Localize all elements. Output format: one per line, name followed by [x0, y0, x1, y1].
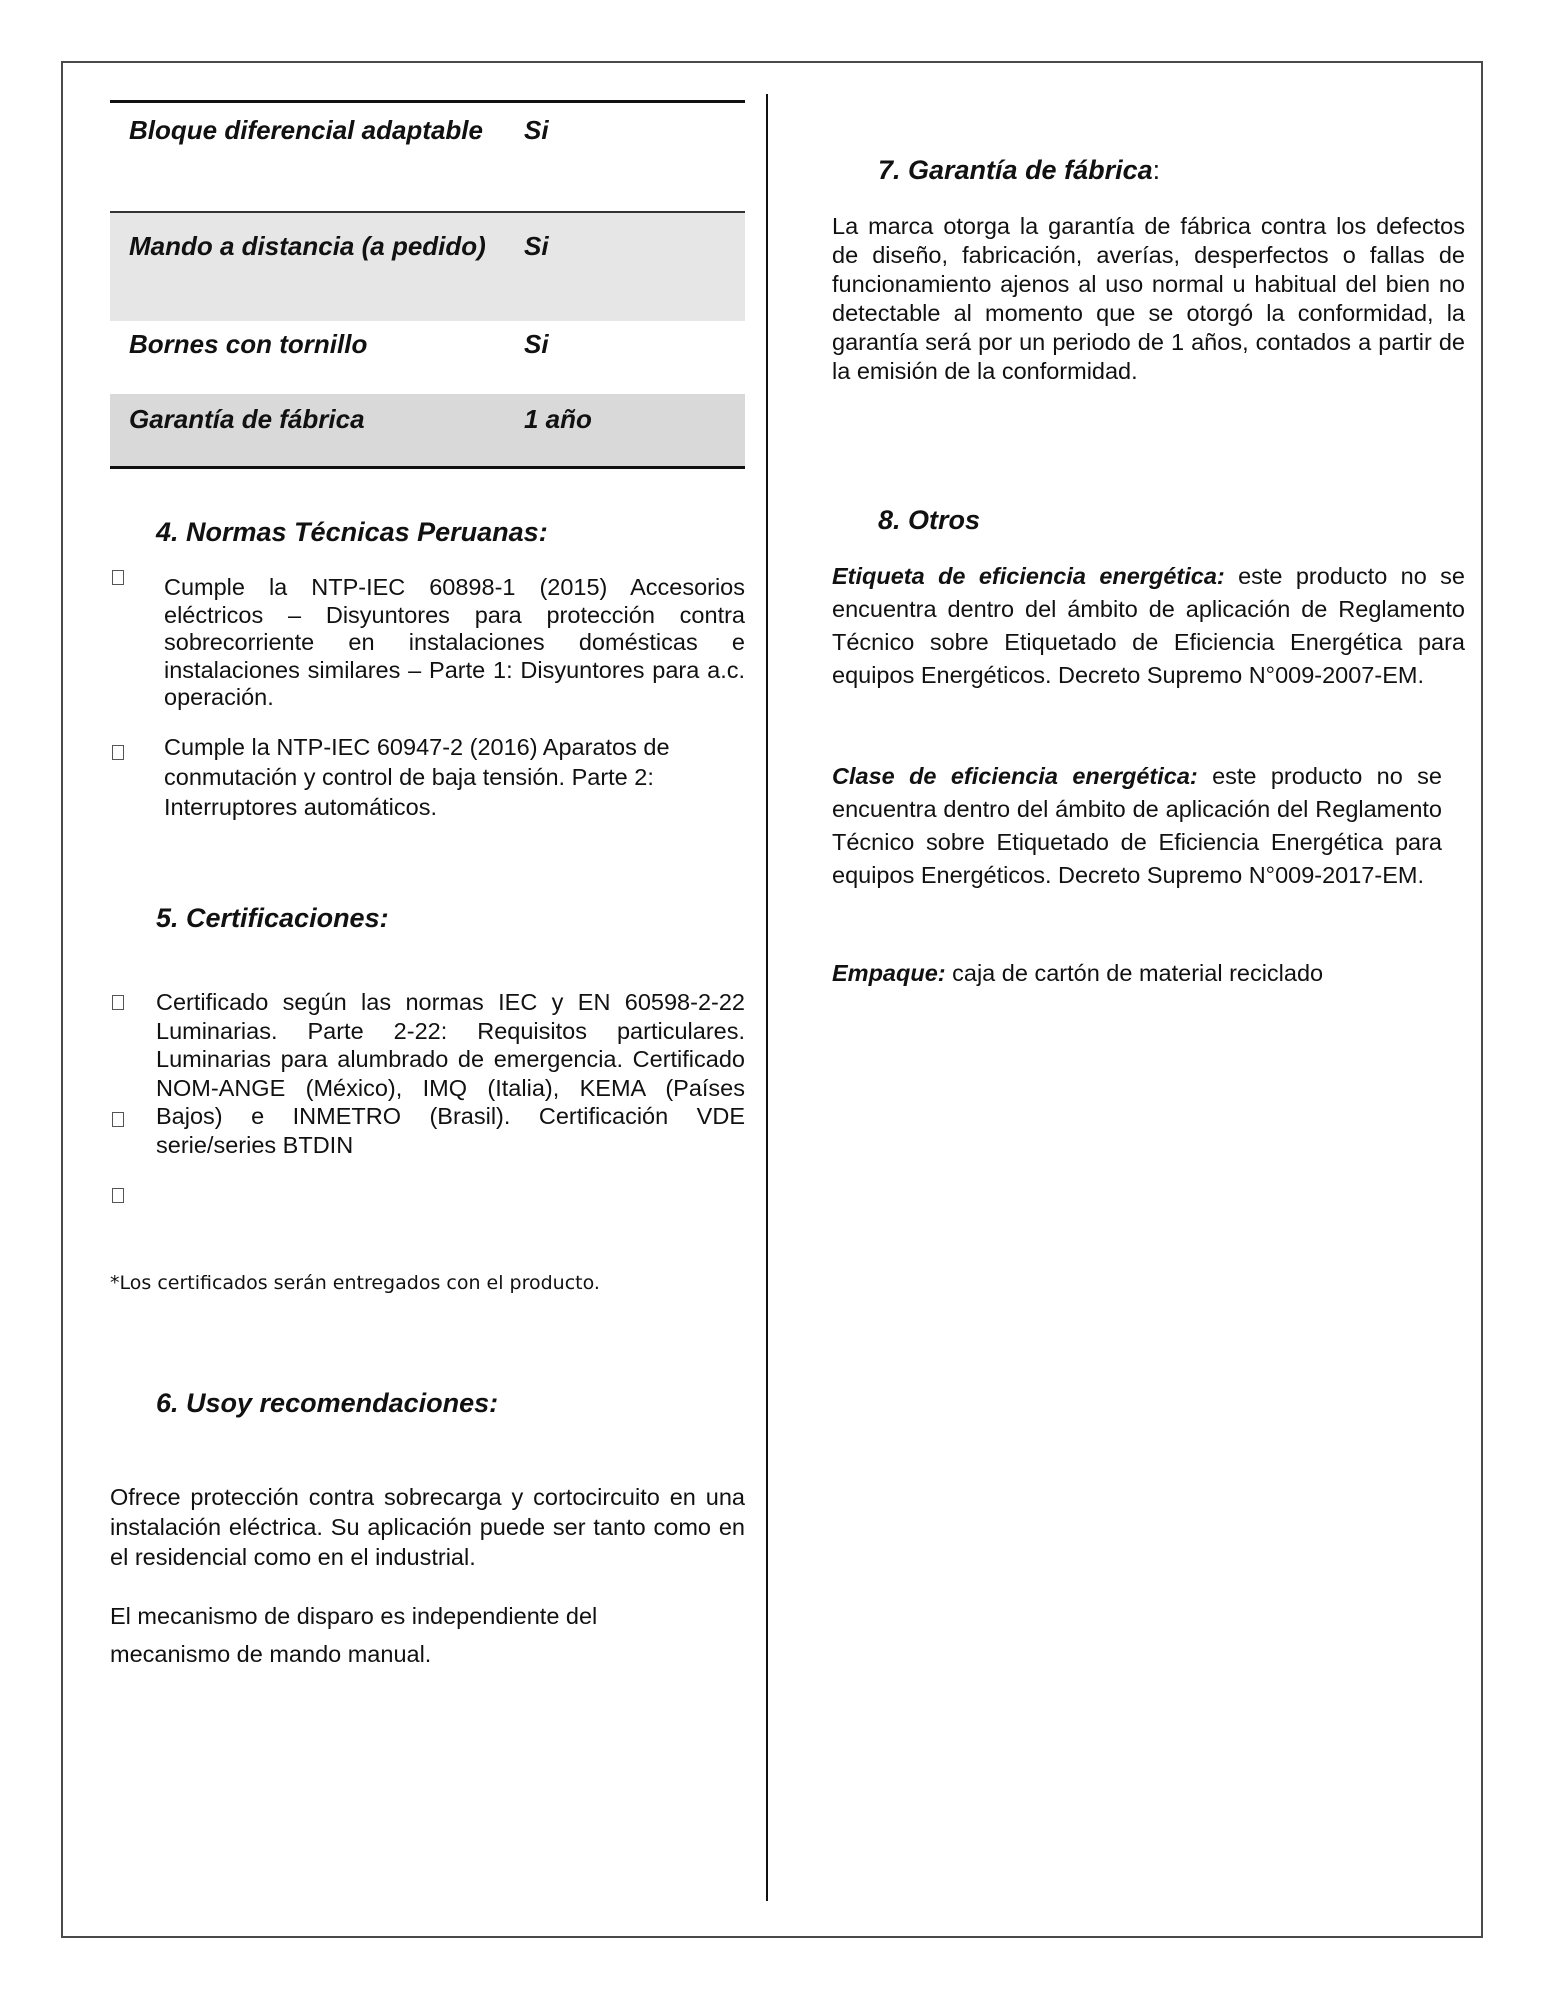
- packaging-title: Empaque:: [832, 960, 946, 986]
- spec-table: [110, 100, 745, 469]
- section-4-heading: 4. Normas Técnicas Peruanas:: [156, 517, 548, 547]
- usage-paragraph-2: El mecanismo de disparo es independiente del mecanismo de mando manual.: [110, 1603, 598, 1667]
- value-cell: Si: [505, 212, 745, 321]
- section-8-heading: 8. Otros: [878, 505, 981, 535]
- energy-label-note: [832, 560, 1465, 692]
- feature-cell: Garantía de fábrica: [110, 394, 505, 468]
- feature-cell: Bloque diferencial adaptable: [110, 102, 505, 212]
- energy-label-title: Etiqueta de eficiencia energética:: [832, 563, 1225, 589]
- empty-box-icon: [112, 995, 124, 1010]
- feature-cell: Mando a distancia (a pedido): [110, 212, 505, 321]
- empty-box-icon: [112, 745, 124, 760]
- section-7-colon: :: [1152, 155, 1161, 185]
- warranty-text: La marca otorga la garantía de fábrica contra los defectos de diseño, fabricación, averías, desperfectos o fallas de funcionamiento ajenos al uso normal u habitual del bien no detectable al momento que se otorgó la conformidad, la garantía será por un periodo de 1 años, contados a partir de la emisión de la conformidad.: [832, 213, 1465, 384]
- value-cell: 1 año: [505, 394, 745, 468]
- energy-label-text: este producto no se encuentra dentro del ámbito de aplicación de Reglamento Técnico sobre Etiquetado de Eficiencia Energética para equipos Energéticos. Decreto Supremo N°009-2007-EM.: [832, 563, 1465, 688]
- section-6-heading: 6. Usoy recomendaciones:: [156, 1388, 499, 1418]
- ntp-item-2: Cumple la NTP-IEC 60947-2 (2016) Aparatos de conmutación y control de baja tensión. Parte 2: Interruptores automáticos.: [164, 734, 670, 820]
- usage-paragraph-1: Ofrece protección contra sobrecarga y cortocircuito en una instalación eléctrica. Su aplicación puede ser tanto como en el residencial como en el industrial.: [110, 1484, 745, 1570]
- ntp-item-1: Cumple la NTP-IEC 60898-1 (2015) Accesorios eléctricos – Disyuntores para protección contra sobrecorriente en instalaciones domésticas e instalaciones similares – Parte 1: Disyuntores para a.c. operación.: [164, 574, 745, 710]
- empty-box-icon: [112, 1112, 124, 1127]
- section-5-heading: 5. Certificaciones:: [156, 903, 389, 933]
- feature-cell: Bornes con tornillo: [129, 328, 368, 359]
- table-row: [110, 102, 745, 212]
- energy-class-title: Clase de eficiencia energética:: [832, 763, 1198, 789]
- empty-box-icon: [112, 570, 124, 585]
- energy-class-text: este producto no se encuentra dentro del ámbito de aplicación del Reglamento Técnico sobre Etiquetado de Eficiencia Energética para equipos Energéticos. Decreto Supremo N°009-2017-EM.: [832, 763, 1442, 888]
- table-row: [110, 212, 745, 321]
- table-row: [110, 394, 745, 468]
- value-cell: Si: [524, 328, 549, 359]
- packaging-note: [832, 960, 1465, 988]
- certifications-text: Certificado según las normas IEC y EN 60598-2-22 Luminarias. Parte 2-22: Requisitos particulares. Luminarias para alumbrado de emergencia. Certificado NOM-ANGE (México), IMQ (Italia), KEMA (Países Bajos) e INMETRO (Brasil). Certificación VDE serie/series BTDIN: [156, 989, 745, 1158]
- section-7-heading: [878, 154, 1160, 186]
- energy-class-note: [832, 760, 1442, 892]
- column-divider: [766, 94, 768, 1901]
- certificates-footnote: *Los certificados serán entregados con el producto.: [110, 1272, 600, 1294]
- packaging-text: caja de cartón de material reciclado: [945, 960, 1324, 986]
- table-row: [110, 321, 745, 394]
- section-7-title: 7. Garantía de fábrica: [878, 155, 1153, 185]
- value-cell: Si: [505, 102, 745, 212]
- empty-box-icon: [112, 1188, 124, 1203]
